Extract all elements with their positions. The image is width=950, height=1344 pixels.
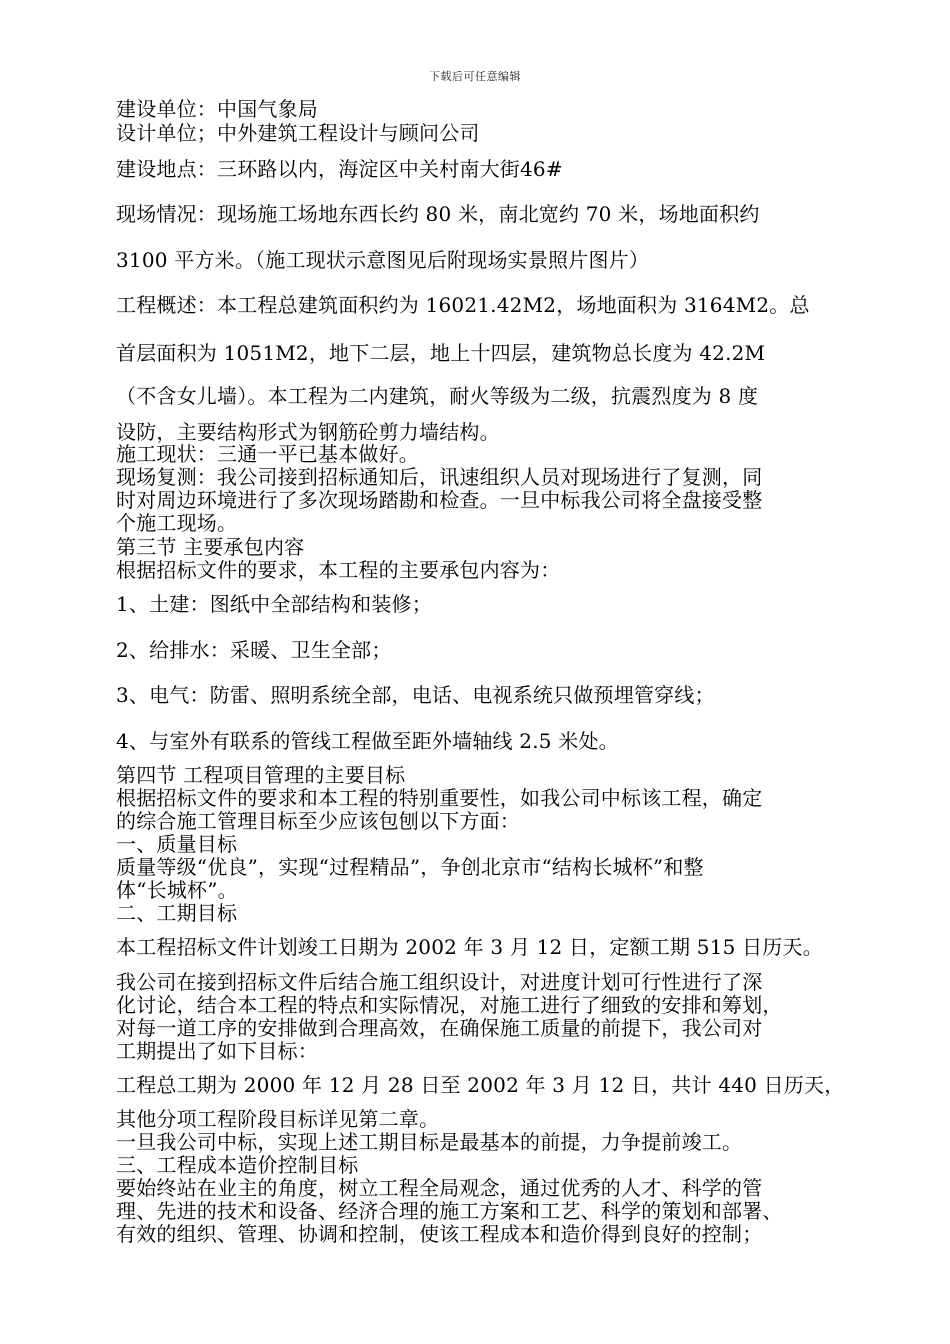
list-item-electrical: 3、电气：防雷、照明系统全部，电话、电视系统只做预埋管穿线；: [116, 683, 715, 707]
list-item-pipelines: 4、与室外有联系的管线工程做至距外墙轴线 2.5 米处。: [116, 729, 619, 753]
line-goals-intro-2: 的综合施工管理目标至少应该包刨以下方面：: [116, 809, 520, 833]
line-quality-2: 体“长城杯”。: [116, 878, 238, 902]
section-heading-3: 第三节 主要承包内容: [116, 535, 305, 559]
line-cost: 要始终站在业主的角度，树立工程全局观念，通过优秀的人才、科学的管: [116, 1176, 763, 1200]
list-item-plumbing: 2、给排水：采暖、卫生全部；: [116, 638, 392, 662]
subheading-cost: 三、工程成本造价控制目标: [116, 1153, 359, 1177]
line-construction-site: 建设地点：三环路以内，海淀区中关村南大街46#: [116, 157, 563, 181]
line-stage-targets: 其他分项工程阶段目标详见第二章。: [116, 1107, 440, 1131]
line-cost-2: 理、先进的技术和设备、经济合理的施工方案和工艺、科学的策划和部署、: [116, 1199, 783, 1223]
line-design-unit: 设计单位；中外建筑工程设计与顾问公司: [116, 121, 480, 145]
line-overview-floors: 首层面积为 1051M2，地下二层，地上十四层，建筑物总长度为 42.2M: [116, 341, 766, 365]
line-site-conditions: 现场情况：现场施工场地东西长约 80 米，南北宽约 70 米，场地面积约: [116, 202, 760, 226]
line-site-area: 3100 平方米。（施工现状示意图见后附现场实景照片图片）: [116, 248, 650, 272]
line-schedule-para-3: 对每一道工序的安排做到合理高效，在确保施工质量的前提下，我公司对: [116, 1016, 763, 1040]
line-total-duration: 工程总工期为 2000 年 12 月 28 日至 2002 年 3 月 12 日，共计 440 日历天，: [116, 1073, 845, 1097]
line-goals-intro: 根据招标文件的要求和本工程的特别重要性，如我公司中标该工程，确定: [116, 786, 763, 810]
line-schedule-para: 我公司在接到招标文件后结合施工组织设计，对进度计划可行性进行了深: [116, 970, 763, 994]
line-overview-structure: 设防，主要结构形式为钢筋砼剪力墙结构。: [116, 420, 500, 444]
line-current-status: 施工现状：三通一平已基本做好。: [116, 442, 419, 466]
list-item-civil: 1、土建：图纸中全部结构和装修；: [116, 592, 432, 616]
line-resurvey-3: 个施工现场。: [116, 511, 238, 535]
line-schedule-para-4: 工期提出了如下目标：: [116, 1039, 318, 1063]
line-quality: 质量等级“优良”，实现“过程精品”，争创北京市“结构长城杯”和整: [116, 855, 704, 879]
line-schedule-para-2: 化讨论，结合本工程的特点和实际情况，对施工进行了细致的安排和筹划，: [116, 993, 783, 1017]
page-header: 下载后可任意编辑: [429, 70, 521, 83]
section-heading-4: 第四节 工程项目管理的主要目标: [116, 763, 406, 787]
subheading-quality: 一、质量目标: [116, 832, 238, 856]
line-contract-intro: 根据招标文件的要求，本工程的主要承包内容为：: [116, 558, 561, 582]
line-cost-3: 有效的组织、管理、协调和控制，使该工程成本和造价得到良好的控制；: [116, 1222, 763, 1246]
line-resurvey-2: 时对周边环境进行了多次现场踏勘和检查。一旦中标我公司将全盘接受整: [116, 488, 763, 512]
line-schedule-plan: 本工程招标文件计划竣工日期为 2002 年 3 月 12 日，定额工期 515 日历天。: [116, 935, 823, 959]
line-construction-unit: 建设单位：中国气象局: [116, 97, 318, 121]
line-project-overview: 工程概述：本工程总建筑面积约为 16021.42M2，场地面积为 3164M2。总: [116, 293, 810, 317]
subheading-schedule: 二、工期目标: [116, 901, 238, 925]
line-early-completion: 一旦我公司中标，实现上述工期目标是最基本的前提，力争提前竣工。: [116, 1130, 743, 1154]
line-overview-fire-rating: （不含女儿墙）。本工程为二内建筑，耐火等级为二级，抗震烈度为 8 度: [116, 384, 759, 408]
line-resurvey: 现场复测：我公司接到招标通知后，讯速组织人员对现场进行了复测，同: [116, 465, 763, 489]
